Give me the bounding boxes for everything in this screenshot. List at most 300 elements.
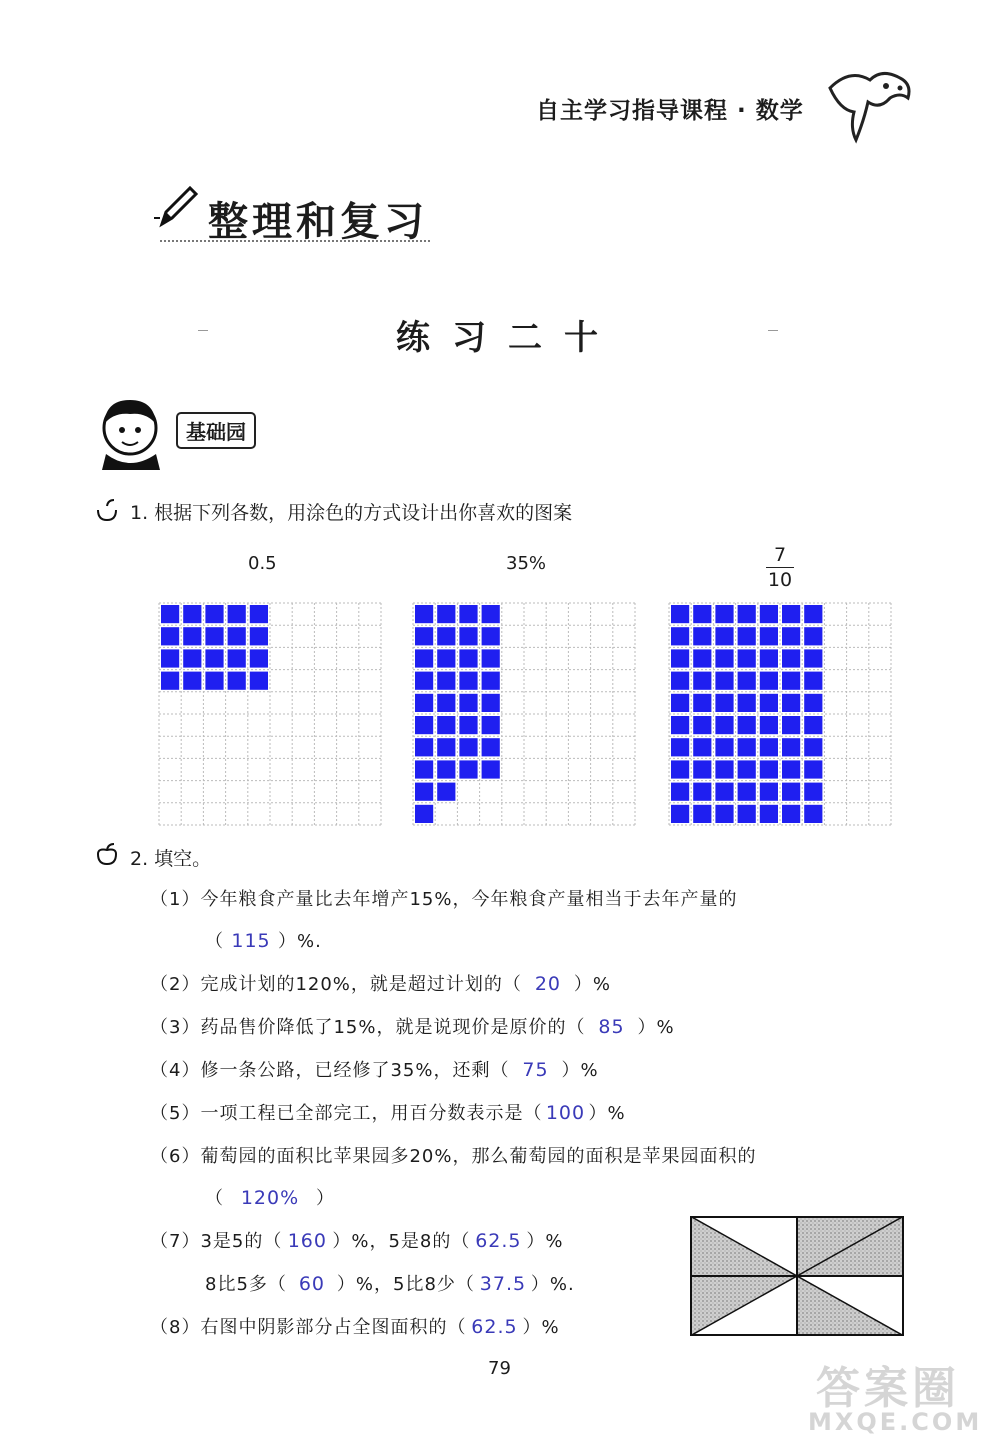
empty-cell xyxy=(570,805,588,823)
empty-cell xyxy=(593,783,611,801)
filled-cell xyxy=(693,605,711,623)
empty-cell xyxy=(504,738,522,756)
empty-cell xyxy=(459,805,477,823)
empty-cell xyxy=(871,694,889,712)
empty-cell xyxy=(459,783,477,801)
filled-cell xyxy=(693,627,711,645)
empty-cell xyxy=(826,805,844,823)
item-7b-end: ）%. xyxy=(530,1274,575,1295)
chapter-underline xyxy=(160,240,430,242)
paren-close: ）%. xyxy=(278,931,322,952)
empty-cell xyxy=(548,805,566,823)
filled-cell xyxy=(782,783,800,801)
empty-cell xyxy=(826,627,844,645)
empty-cell xyxy=(548,672,566,690)
header-title: 自主学习指导课程 · 数学 xyxy=(536,98,804,124)
filled-cell xyxy=(782,627,800,645)
filled-cell xyxy=(161,672,179,690)
empty-cell xyxy=(849,716,867,734)
filled-cell xyxy=(782,716,800,734)
empty-cell xyxy=(250,805,268,823)
filled-cell xyxy=(760,805,778,823)
empty-cell xyxy=(272,694,290,712)
empty-cell xyxy=(272,783,290,801)
filled-cell xyxy=(459,760,477,778)
filled-cell xyxy=(715,760,733,778)
empty-cell xyxy=(361,649,379,667)
empty-cell xyxy=(228,738,246,756)
empty-cell xyxy=(570,694,588,712)
empty-cell xyxy=(615,694,633,712)
empty-cell xyxy=(339,672,357,690)
empty-cell xyxy=(548,716,566,734)
filled-cell xyxy=(782,649,800,667)
filled-cell xyxy=(738,738,756,756)
filled-cell xyxy=(715,805,733,823)
empty-cell xyxy=(316,783,334,801)
empty-cell xyxy=(849,783,867,801)
filled-cell xyxy=(161,627,179,645)
filled-cell xyxy=(738,716,756,734)
grid-35-percent-svg xyxy=(412,602,636,826)
empty-cell xyxy=(526,694,544,712)
empty-cell xyxy=(615,649,633,667)
empty-cell xyxy=(871,760,889,778)
empty-cell xyxy=(570,783,588,801)
filled-cell xyxy=(760,649,778,667)
empty-cell xyxy=(161,760,179,778)
filled-cell xyxy=(671,649,689,667)
empty-cell xyxy=(361,716,379,734)
label-seven-tenths xyxy=(758,544,802,591)
empty-cell xyxy=(339,716,357,734)
label-0-5: 0.5 xyxy=(248,553,277,574)
filled-cell xyxy=(482,627,500,645)
empty-cell xyxy=(294,738,312,756)
empty-cell xyxy=(849,627,867,645)
empty-cell xyxy=(316,805,334,823)
item-7-line-2 xyxy=(205,1270,575,1296)
answer-7c: 60 xyxy=(298,1273,325,1295)
filled-cell xyxy=(760,605,778,623)
empty-cell xyxy=(615,738,633,756)
empty-cell xyxy=(183,760,201,778)
item-1-line-1: （1）今年粮食产量比去年增产15%，今年粮食产量相当于去年产量的 xyxy=(150,889,738,910)
empty-cell xyxy=(205,738,223,756)
filled-cell xyxy=(760,627,778,645)
filled-cell xyxy=(482,760,500,778)
filled-cell xyxy=(671,672,689,690)
answer-5: 100 xyxy=(545,1102,586,1124)
filled-cell xyxy=(738,605,756,623)
item-3 xyxy=(150,1013,675,1039)
empty-cell xyxy=(161,805,179,823)
grid-0-5 xyxy=(158,602,382,830)
item-7b-text: 8比5多（ xyxy=(205,1274,287,1295)
empty-cell xyxy=(548,760,566,778)
empty-cell xyxy=(361,760,379,778)
empty-cell xyxy=(361,783,379,801)
empty-cell xyxy=(183,783,201,801)
empty-cell xyxy=(548,783,566,801)
filled-cell xyxy=(715,627,733,645)
item-1-line-2 xyxy=(205,927,322,953)
filled-cell xyxy=(760,716,778,734)
empty-cell xyxy=(205,783,223,801)
filled-cell xyxy=(671,738,689,756)
filled-cell xyxy=(782,672,800,690)
item-2 xyxy=(150,970,611,996)
item-6-line-1: （6）葡萄园的面积比苹果园多20%，那么葡萄园的面积是苹果园面积的 xyxy=(150,1146,757,1167)
empty-cell xyxy=(339,783,357,801)
cartoon-bird-icon xyxy=(820,58,920,158)
answer-1: 115 xyxy=(231,930,271,952)
answer-8: 62.5 xyxy=(471,1316,518,1338)
filled-cell xyxy=(671,716,689,734)
empty-cell xyxy=(316,694,334,712)
empty-cell xyxy=(228,783,246,801)
empty-cell xyxy=(250,760,268,778)
filled-cell xyxy=(782,738,800,756)
decor-mark-left xyxy=(198,330,208,337)
empty-cell xyxy=(339,649,357,667)
empty-cell xyxy=(615,783,633,801)
filled-cell xyxy=(671,694,689,712)
empty-cell xyxy=(593,672,611,690)
filled-cell xyxy=(183,627,201,645)
filled-cell xyxy=(183,672,201,690)
empty-cell xyxy=(615,672,633,690)
item-2-end: ）% xyxy=(573,974,612,995)
empty-cell xyxy=(871,627,889,645)
filled-cell xyxy=(459,672,477,690)
empty-cell xyxy=(593,716,611,734)
paren-open: （ xyxy=(205,931,224,952)
filled-cell xyxy=(250,627,268,645)
cartoon-girl-icon xyxy=(86,392,176,472)
empty-cell xyxy=(205,716,223,734)
empty-cell xyxy=(849,805,867,823)
empty-cell xyxy=(294,716,312,734)
item-8-text: （8）右图中阴影部分占全图面积的（ xyxy=(150,1317,467,1338)
empty-cell xyxy=(316,716,334,734)
filled-cell xyxy=(437,760,455,778)
empty-cell xyxy=(826,649,844,667)
filled-cell xyxy=(804,738,822,756)
grid-0-5-svg xyxy=(158,602,382,826)
empty-cell xyxy=(570,605,588,623)
filled-cell xyxy=(693,783,711,801)
empty-cell xyxy=(183,738,201,756)
empty-cell xyxy=(593,627,611,645)
empty-cell xyxy=(361,605,379,623)
answer-6: 120% xyxy=(240,1187,300,1209)
filled-cell xyxy=(693,716,711,734)
empty-cell xyxy=(593,738,611,756)
empty-cell xyxy=(570,738,588,756)
filled-cell xyxy=(804,760,822,778)
empty-cell xyxy=(205,760,223,778)
filled-cell xyxy=(205,672,223,690)
empty-cell xyxy=(526,716,544,734)
filled-cell xyxy=(738,649,756,667)
filled-cell xyxy=(459,627,477,645)
empty-cell xyxy=(548,605,566,623)
empty-cell xyxy=(272,716,290,734)
filled-cell xyxy=(228,649,246,667)
empty-cell xyxy=(526,738,544,756)
filled-cell xyxy=(804,649,822,667)
filled-cell xyxy=(715,716,733,734)
item-6-line-2 xyxy=(205,1184,335,1210)
empty-cell xyxy=(570,672,588,690)
item-7b-mid: ）%，5比8少（ xyxy=(336,1274,475,1295)
filled-cell xyxy=(482,716,500,734)
filled-cell xyxy=(804,672,822,690)
pencil-icon xyxy=(152,182,202,232)
empty-cell xyxy=(615,805,633,823)
item-4-text: （4）修一条公路，已经修了35%，还剩（ xyxy=(150,1060,510,1081)
filled-cell xyxy=(415,805,433,823)
item-5 xyxy=(150,1099,626,1125)
empty-cell xyxy=(339,805,357,823)
empty-cell xyxy=(504,605,522,623)
answer-2: 20 xyxy=(534,973,562,995)
filled-cell xyxy=(738,627,756,645)
filled-cell xyxy=(693,649,711,667)
empty-cell xyxy=(183,694,201,712)
empty-cell xyxy=(272,605,290,623)
empty-cell xyxy=(272,672,290,690)
empty-cell xyxy=(294,627,312,645)
filled-cell xyxy=(715,783,733,801)
filled-cell xyxy=(161,605,179,623)
item-4-end: ）% xyxy=(561,1060,599,1081)
empty-cell xyxy=(593,649,611,667)
empty-cell xyxy=(272,649,290,667)
filled-cell xyxy=(415,649,433,667)
filled-cell xyxy=(437,605,455,623)
empty-cell xyxy=(205,805,223,823)
empty-cell xyxy=(826,716,844,734)
filled-cell xyxy=(250,605,268,623)
empty-cell xyxy=(250,783,268,801)
answer-7a: 160 xyxy=(287,1230,327,1252)
filled-cell xyxy=(693,694,711,712)
empty-cell xyxy=(826,760,844,778)
filled-cell xyxy=(760,760,778,778)
filled-cell xyxy=(482,738,500,756)
empty-cell xyxy=(526,760,544,778)
filled-cell xyxy=(782,760,800,778)
filled-cell xyxy=(437,627,455,645)
label-35-percent: 35% xyxy=(506,553,547,574)
filled-cell xyxy=(760,738,778,756)
empty-cell xyxy=(871,783,889,801)
item-4 xyxy=(150,1056,599,1082)
empty-cell xyxy=(316,738,334,756)
filled-cell xyxy=(437,672,455,690)
empty-cell xyxy=(504,716,522,734)
empty-cell xyxy=(161,783,179,801)
empty-cell xyxy=(526,783,544,801)
empty-cell xyxy=(526,805,544,823)
empty-cell xyxy=(272,760,290,778)
filled-cell xyxy=(415,716,433,734)
filled-cell xyxy=(415,760,433,778)
filled-cell xyxy=(671,760,689,778)
empty-cell xyxy=(871,805,889,823)
filled-cell xyxy=(760,694,778,712)
shaded-rectangle-figure xyxy=(690,1216,904,1336)
filled-cell xyxy=(415,605,433,623)
empty-cell xyxy=(361,738,379,756)
item-5-text: （5）一项工程已全部完工，用百分数表示是（ xyxy=(150,1103,543,1124)
empty-cell xyxy=(316,672,334,690)
filled-cell xyxy=(671,783,689,801)
filled-cell xyxy=(205,649,223,667)
filled-cell xyxy=(250,649,268,667)
filled-cell xyxy=(715,605,733,623)
filled-cell xyxy=(482,694,500,712)
empty-cell xyxy=(294,672,312,690)
empty-cell xyxy=(615,760,633,778)
filled-cell xyxy=(804,716,822,734)
fraction-bar xyxy=(766,567,794,568)
section-label: 基础园 xyxy=(176,412,256,449)
filled-cell xyxy=(437,649,455,667)
empty-cell xyxy=(361,672,379,690)
empty-cell xyxy=(871,649,889,667)
empty-cell xyxy=(849,694,867,712)
empty-cell xyxy=(849,738,867,756)
grid-7-10-svg xyxy=(668,602,892,826)
filled-cell xyxy=(437,738,455,756)
grid-7-10 xyxy=(668,602,892,830)
empty-cell xyxy=(361,805,379,823)
filled-cell xyxy=(693,805,711,823)
filled-cell xyxy=(205,605,223,623)
filled-cell xyxy=(415,672,433,690)
empty-cell xyxy=(161,716,179,734)
paren-close-6: ） xyxy=(316,1188,335,1209)
empty-cell xyxy=(339,738,357,756)
filled-cell xyxy=(228,627,246,645)
filled-cell xyxy=(437,716,455,734)
filled-cell xyxy=(459,716,477,734)
q2-text: 2. 填空。 xyxy=(130,848,212,870)
empty-cell xyxy=(504,783,522,801)
filled-cell xyxy=(715,738,733,756)
filled-cell xyxy=(671,627,689,645)
chapter-title: 整理和复习 xyxy=(208,199,428,245)
empty-cell xyxy=(316,760,334,778)
empty-cell xyxy=(570,760,588,778)
empty-cell xyxy=(849,605,867,623)
filled-cell xyxy=(804,694,822,712)
filled-cell xyxy=(415,738,433,756)
empty-cell xyxy=(615,716,633,734)
filled-cell xyxy=(760,783,778,801)
filled-cell xyxy=(482,672,500,690)
empty-cell xyxy=(339,760,357,778)
empty-cell xyxy=(183,805,201,823)
filled-cell xyxy=(715,694,733,712)
empty-cell xyxy=(316,605,334,623)
empty-cell xyxy=(272,805,290,823)
filled-cell xyxy=(482,649,500,667)
apple-icon-q2 xyxy=(94,842,120,866)
empty-cell xyxy=(161,694,179,712)
empty-cell xyxy=(504,805,522,823)
page-number: 79 xyxy=(488,1358,511,1379)
item-5-end: ）% xyxy=(588,1103,626,1124)
filled-cell xyxy=(459,738,477,756)
filled-cell xyxy=(671,805,689,823)
grid-35-percent xyxy=(412,602,636,830)
empty-cell xyxy=(294,783,312,801)
empty-cell xyxy=(526,672,544,690)
fraction-numerator: 7 xyxy=(773,544,787,566)
empty-cell xyxy=(826,783,844,801)
watermark-logo: 答案圈 xyxy=(816,1363,960,1414)
item-8-end: ）% xyxy=(522,1317,560,1338)
filled-cell xyxy=(437,694,455,712)
empty-cell xyxy=(826,672,844,690)
empty-cell xyxy=(339,694,357,712)
answer-7d: 37.5 xyxy=(479,1273,527,1295)
answer-4: 75 xyxy=(522,1059,549,1081)
filled-cell xyxy=(782,694,800,712)
empty-cell xyxy=(339,627,357,645)
empty-cell xyxy=(482,805,500,823)
empty-cell xyxy=(826,694,844,712)
empty-cell xyxy=(849,649,867,667)
answer-7b: 62.5 xyxy=(475,1230,522,1252)
empty-cell xyxy=(339,605,357,623)
empty-cell xyxy=(504,627,522,645)
filled-cell xyxy=(804,627,822,645)
item-7a-end: ）% xyxy=(526,1231,564,1252)
empty-cell xyxy=(570,627,588,645)
empty-cell xyxy=(826,738,844,756)
empty-cell xyxy=(871,738,889,756)
filled-cell xyxy=(804,805,822,823)
empty-cell xyxy=(294,694,312,712)
filled-cell xyxy=(693,738,711,756)
empty-cell xyxy=(849,760,867,778)
filled-cell xyxy=(228,605,246,623)
item-3-text: （3）药品售价降低了15%，就是说现价是原价的（ xyxy=(150,1017,586,1038)
empty-cell xyxy=(361,627,379,645)
q1-text: 1. 根据下列各数，用涂色的方式设计出你喜欢的图案 xyxy=(130,502,573,524)
empty-cell xyxy=(826,605,844,623)
filled-cell xyxy=(693,760,711,778)
item-2-text: （2）完成计划的120%，就是超过计划的（ xyxy=(150,974,522,995)
exercise-title: 练习二十 xyxy=(396,318,620,358)
empty-cell xyxy=(294,649,312,667)
item-3-end: ）% xyxy=(637,1017,675,1038)
filled-cell xyxy=(183,605,201,623)
fraction-denominator: 10 xyxy=(767,569,793,591)
apple-icon-q1 xyxy=(94,498,120,522)
empty-cell xyxy=(593,605,611,623)
empty-cell xyxy=(316,649,334,667)
empty-cell xyxy=(205,694,223,712)
empty-cell xyxy=(548,738,566,756)
empty-cell xyxy=(250,694,268,712)
item-8 xyxy=(150,1313,560,1339)
